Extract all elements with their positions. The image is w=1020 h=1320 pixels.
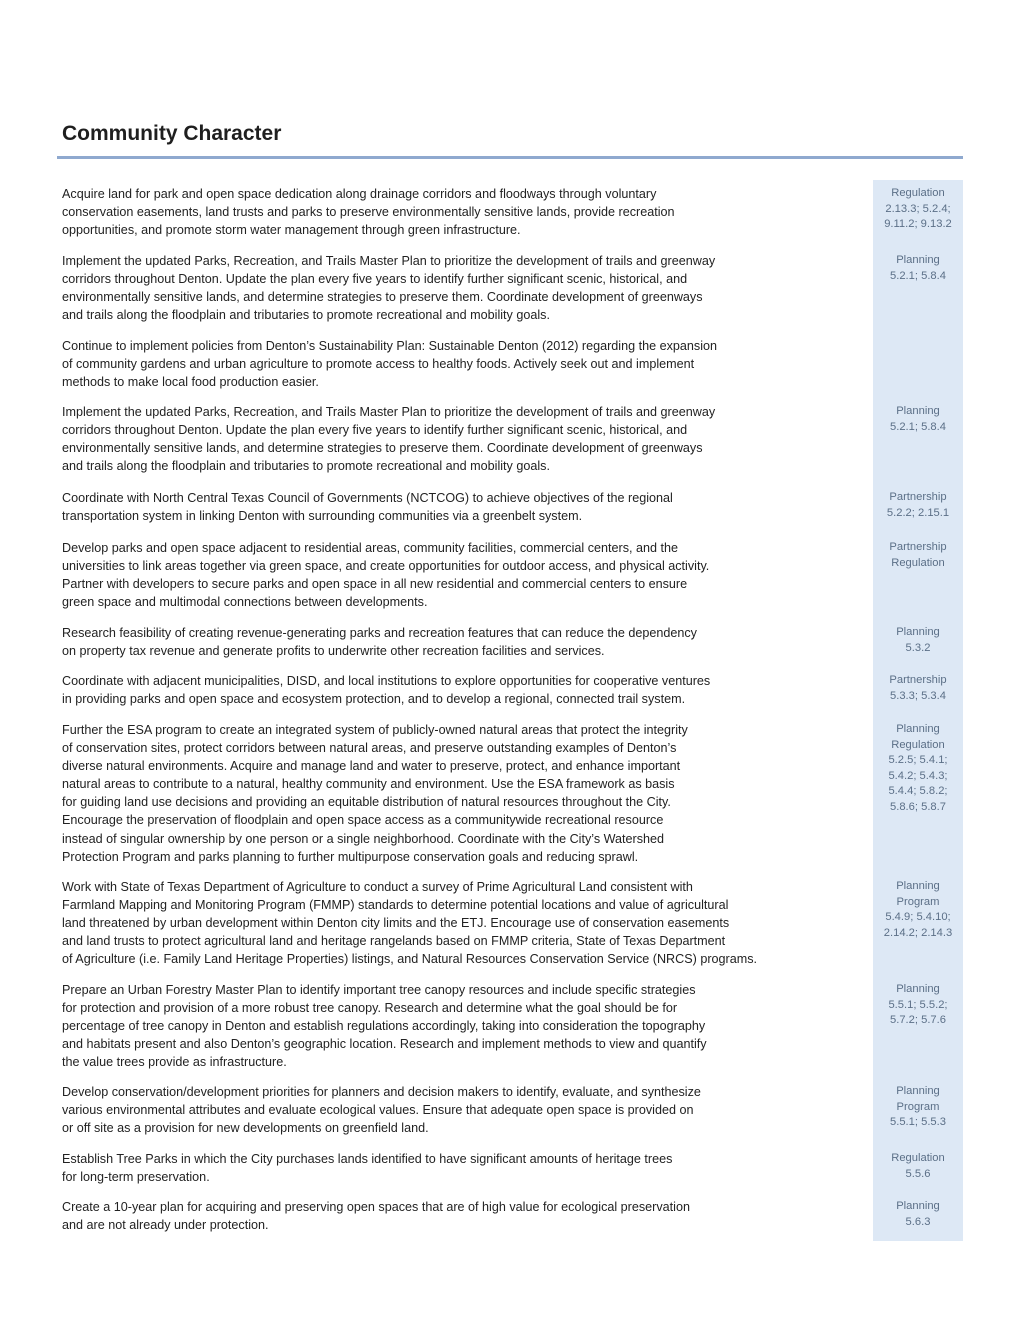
action-text: Implement the updated Parks, Recreation, and Trails Master Plan to prioritize the development of trails and greenway corridors throughout Denton. Update the plan every five years to identify further significant scenic, historical, and environmentally sensitive lands, and determine strategies to preserve them. Coordinate development of greenways and trails along the floodplain and tributaries to promote recreational and mobility goals. <box>62 254 716 323</box>
action-reference: Partnership 5.2.2; 2.15.1 <box>886 491 950 519</box>
action-text: Coordinate with adjacent municipalities, DISD, and local institutions to explore opportunities for cooperative ventures in providing parks and open space and ecosystem protection, and to develop a regional, connected trail system. <box>62 674 711 707</box>
action-reference: Planning 5.6.3 <box>896 1200 940 1228</box>
action-text: Develop parks and open space adjacent to residential areas, community facilities, commercial centers, and the universities to link areas together via green space, and create opportunities for outdoor access, and physical activity. Partner with developers to secure parks and open space in all new residential and commercial centers to ensure green space and multimodal connections between developments. <box>62 541 710 610</box>
action-reference: Planning 5.5.1; 5.5.2; 5.7.2; 5.7.6 <box>888 983 948 1027</box>
action-text: Work with State of Texas Department of Agriculture to conduct a survey of Prime Agricultural Land consistent with Farmland Mapping and Monitoring Program (FMMP) standards to determine potential locations and value of agricultural land threatened by urban development within Denton city limits and the ETJ. Encourage use of conservation easements and land trusts to protect agricultural land and heritage rangelands based on FMMP criteria, State of Texas Department of Agriculture (i.e. Family Land Heritage Properties) listings, and Natural Resources Conservation Service (NRCS) programs. <box>62 880 758 967</box>
action-text: Establish Tree Parks in which the City purchases lands identified to have significant amounts of heritage trees for long-term preservation. <box>62 1152 673 1185</box>
action-text: Coordinate with North Central Texas Council of Governments (NCTCOG) to achieve objectives of the regional transportation system in linking Denton with surrounding communities via a greenbelt system. <box>62 491 673 524</box>
action-text: Further the ESA program to create an integrated system of publicly-owned natural areas that protect the integrity of conservation sites, protect corridors between natural areas, and preserve outstanding examples of Denton’s diverse natural environments. Acquire and manage land and water to preserve, protect, and enhance important natural areas to contribute to a natural, healthy community and environment. Use the ESA framework as basis for guiding land use decisions and providing an equitable distribution of natural resources throughout the City. Encourage the preservation of floodplain and open space access as a communitywide recreational resource instead of singular ownership by one person or a single neighborhood. Coordinate with the City’s Watershed Protection Program and parks planning to further multipurpose conservation goals and reducing sprawl. <box>62 723 688 864</box>
action-text: Acquire land for park and open space dedication along drainage corridors and floodways through voluntary conservation easements, land trusts and parks to preserve environmentally sensitive lands, provide recreation opportunities, and promote storm water management through green infrastructure. <box>62 187 675 238</box>
action-text: Develop conservation/development priorities for planners and decision makers to identify, evaluate, and synthesize various environmental attributes and evaluate ecological values. Ensure that adequate open space is provided on or off site as a provision for new developments on greenfield land. <box>62 1085 701 1136</box>
action-reference: Planning 5.2.1; 5.8.4 <box>890 254 946 282</box>
action-reference: Planning Program 5.4.9; 5.4.10; 2.14.2; 2.14.3 <box>883 880 953 939</box>
action-reference: Planning 5.2.1; 5.8.4 <box>890 405 946 433</box>
action-reference: Planning Program 5.5.1; 5.5.3 <box>890 1085 946 1129</box>
action-text: Research feasibility of creating revenue-generating parks and recreation features that can reduce the dependency on property tax revenue and generate profits to underwrite other recreation facilities and services. <box>62 626 697 659</box>
action-text: Create a 10-year plan for acquiring and preserving open spaces that are of high value for ecological preservation and are not already under protection. <box>62 1200 690 1233</box>
action-reference: Partnership 5.3.3; 5.3.4 <box>889 674 947 702</box>
page-title: Community Character <box>62 122 282 145</box>
title-divider <box>57 156 963 159</box>
action-reference: Regulation 2.13.3; 5.2.4; 9.11.2; 9.13.2 <box>884 187 952 231</box>
action-text: Prepare an Urban Forestry Master Plan to identify important tree canopy resources and include specific strategies for protection and provision of a more robust tree canopy. Research and determine what the goal should be for percentage of tree canopy in Denton and establish regulations accordingly, taking into consideration the topography and habitats present and also Denton’s geographic location. Research and implement methods to view and quantify the value trees provide as infrastructure. <box>62 983 707 1070</box>
reference-sidebar <box>873 180 963 1241</box>
action-reference: Planning Regulation 5.2.5; 5.4.1; 5.4.2; 5.4.3; 5.4.4; 5.8.2; 5.8.6; 5.8.7 <box>888 723 948 813</box>
action-reference: Partnership Regulation <box>889 541 947 569</box>
action-reference: Regulation 5.5.6 <box>891 1152 945 1180</box>
action-text: Continue to implement policies from Denton’s Sustainability Plan: Sustainable Denton (2012) regarding the expansion of community gardens and urban agriculture to promote access to healthy foods. Actively seek out and implement methods to make local food production easier. <box>62 339 718 390</box>
action-text: Implement the updated Parks, Recreation, and Trails Master Plan to prioritize the development of trails and greenway corridors throughout Denton. Update the plan every five years to identify further significant scenic, historical, and environmentally sensitive lands, and determine strategies to preserve them. Coordinate development of greenways and trails along the floodplain and tributaries to promote recreational and mobility goals. <box>62 405 716 474</box>
action-reference: Planning 5.3.2 <box>896 626 940 654</box>
